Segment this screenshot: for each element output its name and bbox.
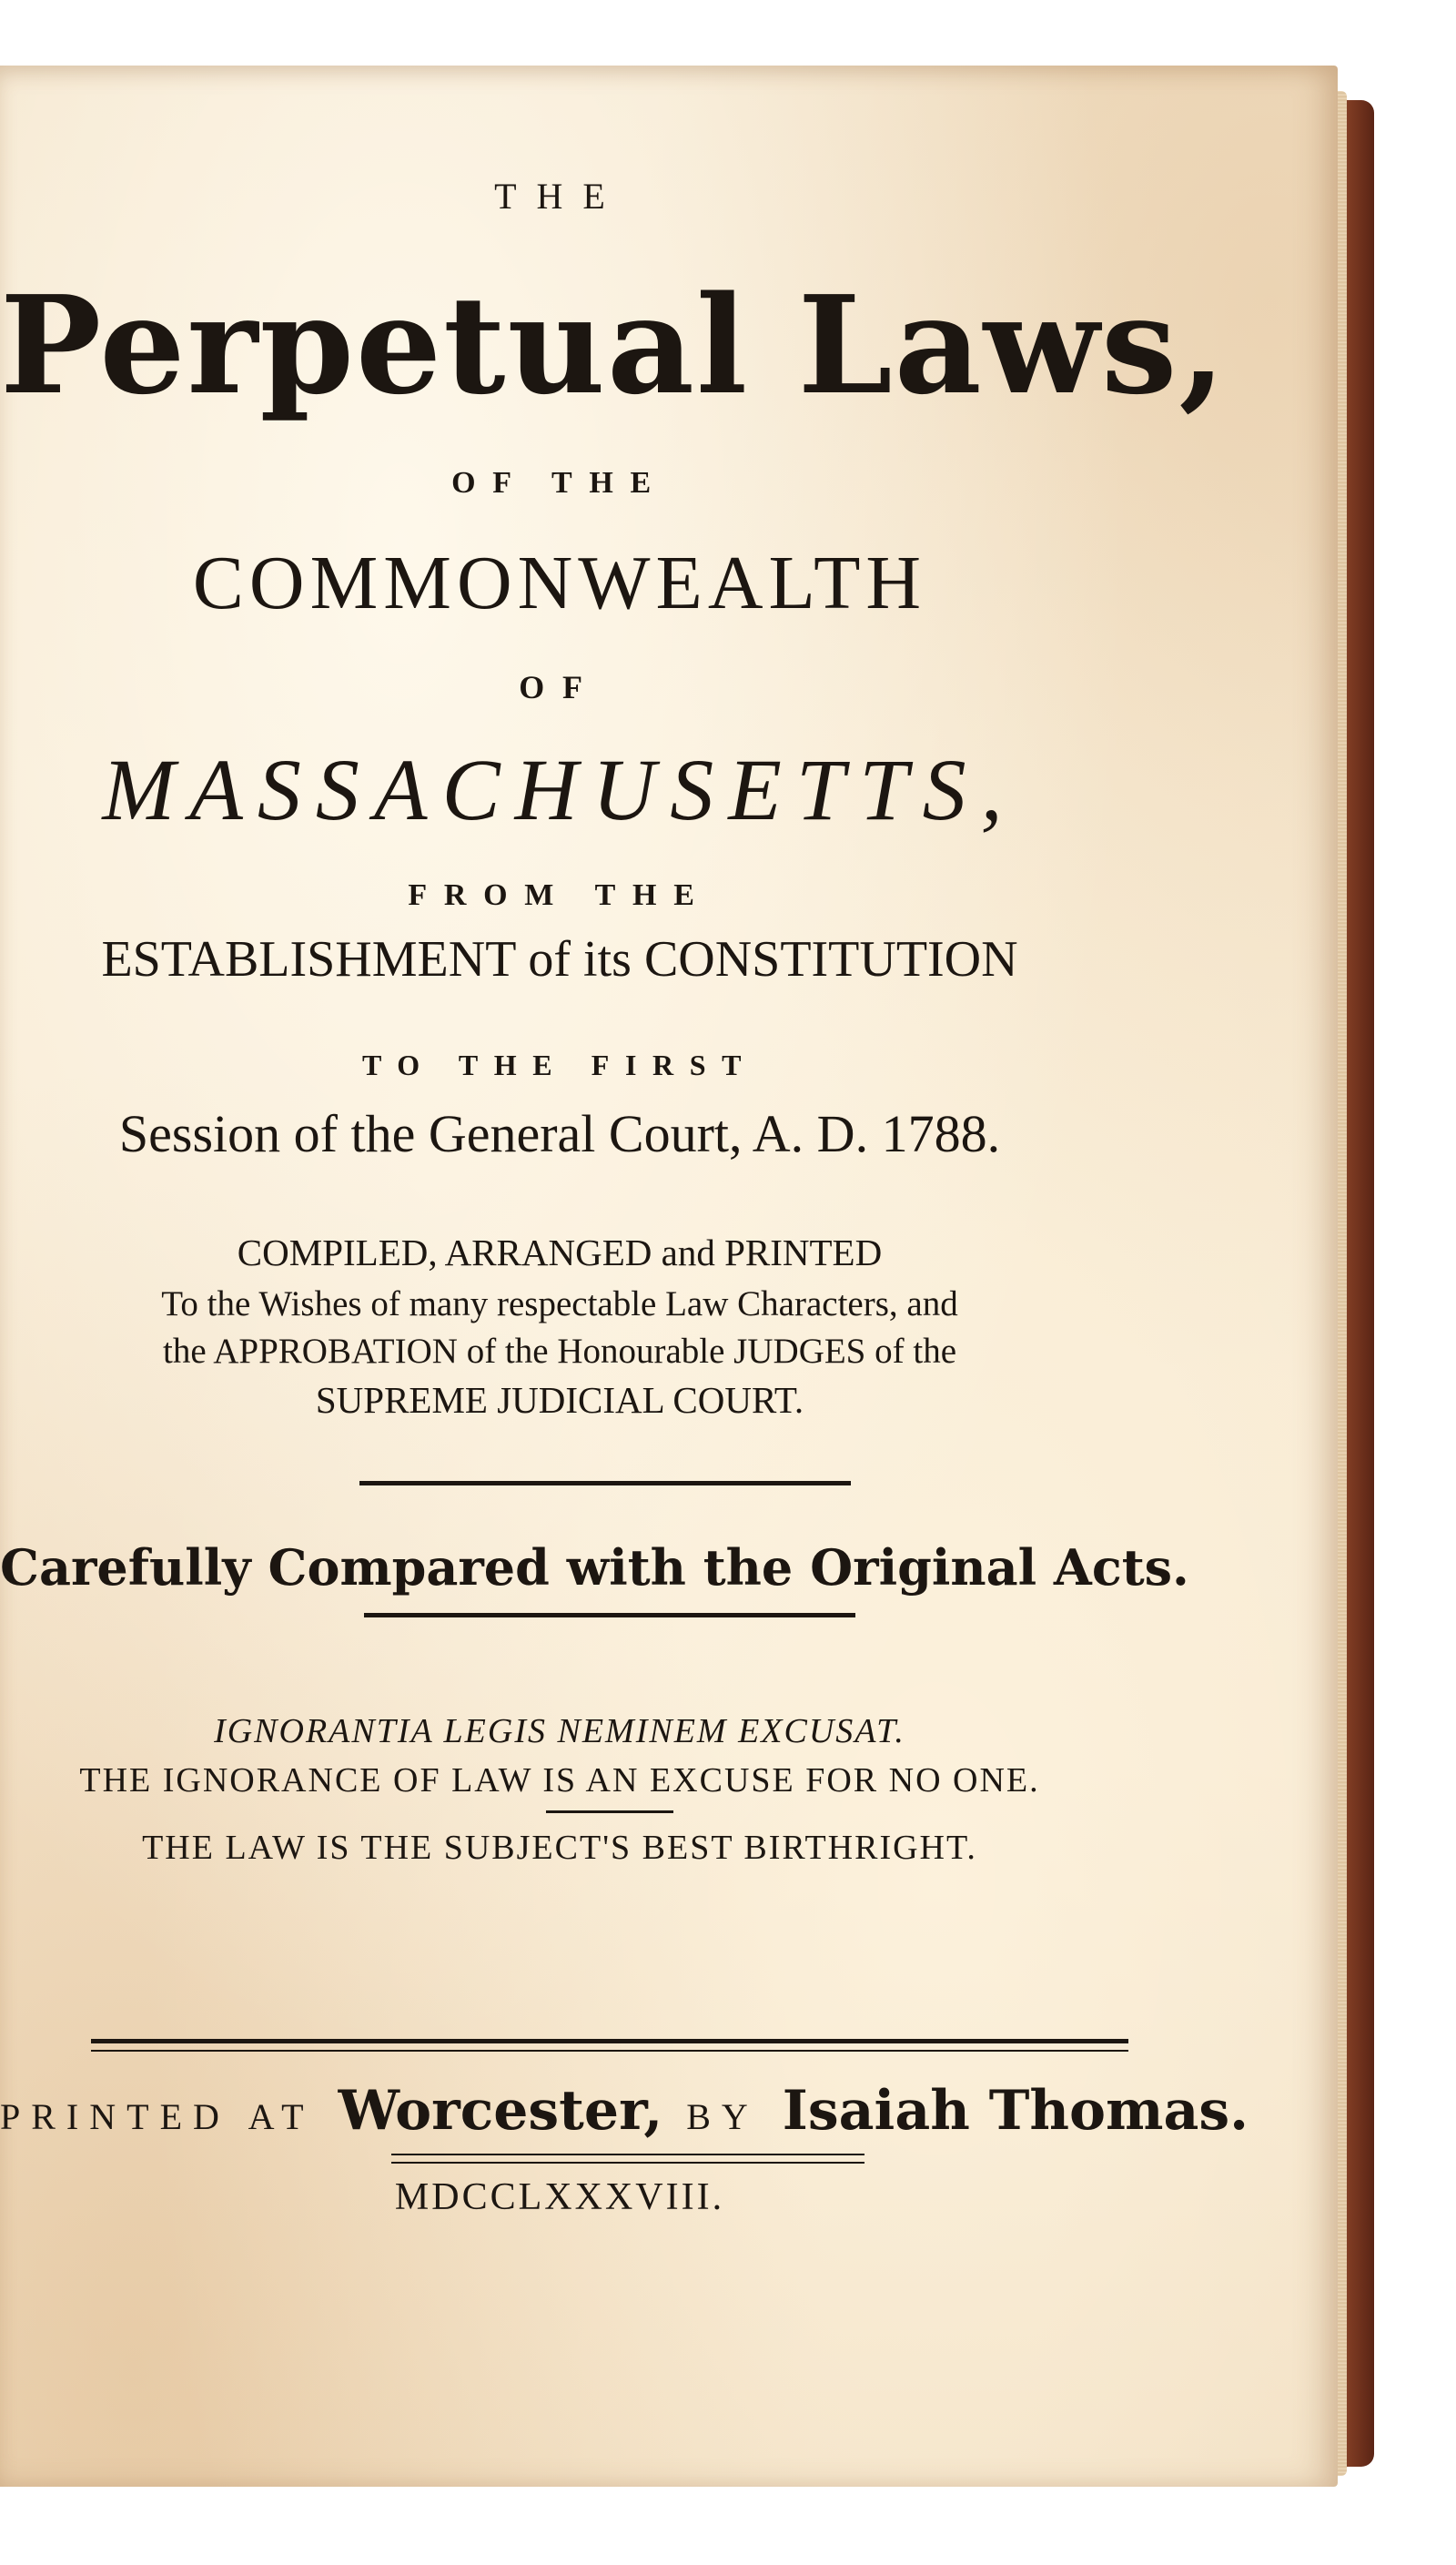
heading-commonwealth: COMMONWEALTH xyxy=(192,541,927,625)
imprint-rule-top xyxy=(91,2039,1128,2043)
wishes-line-3: SUPREME JUDICIAL COURT. xyxy=(315,1379,804,1421)
establishment-line: ESTABLISHMENT of its CONSTITUTION xyxy=(101,931,1018,988)
birthright-line: THE LAW IS THE SUBJECT'S BEST BIRTHRIGHT. xyxy=(142,1829,977,1867)
place-name: Worcester, xyxy=(338,2079,663,2143)
motto-latin: IGNORANTIA LEGIS NEMINEM EXCUSAT. xyxy=(214,1712,905,1750)
heading-to-the-first: TO THE FIRST xyxy=(361,1049,758,1081)
title-page xyxy=(0,66,1338,2487)
heading-of-the: OF THE xyxy=(451,466,668,500)
printed-at: PRINTED AT xyxy=(0,2096,315,2137)
imprint-rule-top-thin xyxy=(91,2050,1128,2052)
wishes-line-1: To the Wishes of many respectable Law Characters, and xyxy=(161,1284,958,1323)
heading-massachusetts: MASSACHUSETTS, xyxy=(102,741,1017,838)
heading-the: THE xyxy=(494,176,625,217)
heading-from-the: FROM THE xyxy=(408,878,712,912)
heading-of: OF xyxy=(519,669,601,705)
imprint-rule-bottom xyxy=(391,2154,864,2155)
book-title: Perpetual Laws, xyxy=(0,266,1228,424)
motto-english: THE IGNORANCE OF LAW IS AN EXCUSE FOR NO ONE. xyxy=(79,1761,1040,1800)
divider-bottom xyxy=(364,1613,855,1617)
wishes-line-2: the APPROBATION of the Honourable JUDGES of the xyxy=(162,1332,956,1371)
printer-name: Isaiah Thomas. xyxy=(782,2079,1249,2143)
motto-divider xyxy=(546,1810,673,1813)
imprint-year: MDCCLXXXVIII. xyxy=(394,2176,725,2218)
divider-top xyxy=(359,1481,851,1485)
session-line: Session of the General Court, A. D. 1788. xyxy=(118,1104,1001,1163)
imprint-line xyxy=(0,2079,1249,2143)
by-label: BY xyxy=(686,2096,759,2137)
imprint-rule-bottom-thin xyxy=(391,2162,864,2164)
compared-line: Carefully Compared with the Original Acts. xyxy=(0,1538,1189,1597)
compiled-line: COMPILED, ARRANGED and PRINTED xyxy=(237,1232,883,1273)
